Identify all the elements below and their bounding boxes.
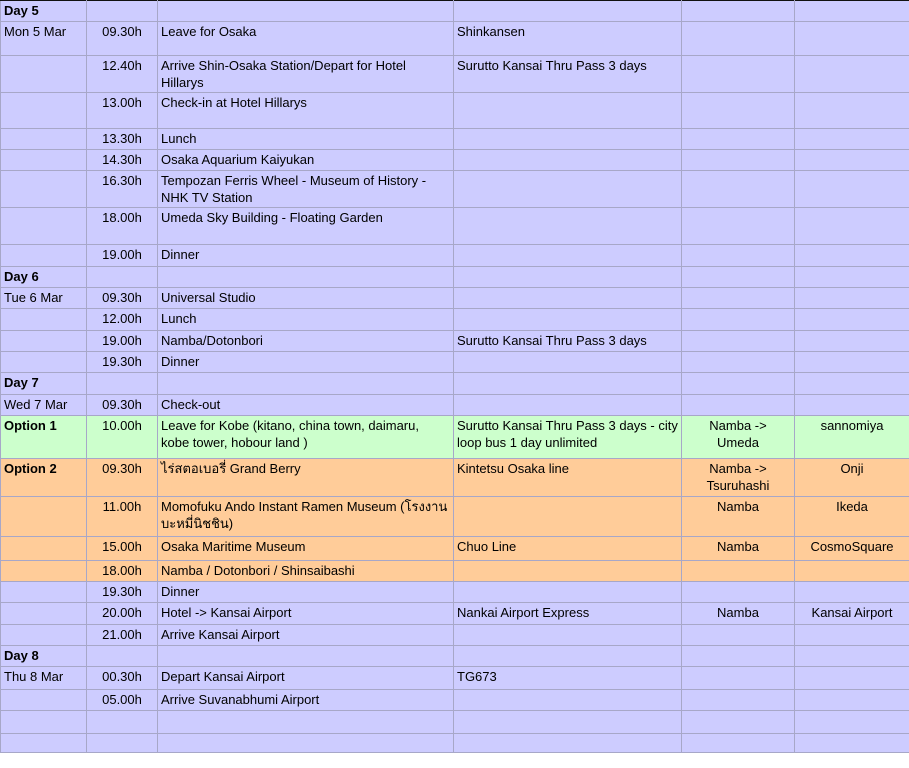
destination-cell — [795, 245, 909, 267]
time-cell: 19.30h — [87, 582, 158, 603]
table-row — [1, 416, 909, 459]
activity-cell: Depart Kansai Airport — [158, 667, 454, 690]
route-cell: Namba — [682, 537, 795, 561]
day-cell — [1, 56, 87, 93]
activity-cell — [158, 1, 454, 22]
activity-cell — [158, 267, 454, 288]
route-cell — [682, 129, 795, 150]
transport-cell: Chuo Line — [454, 537, 682, 561]
table-row — [1, 56, 909, 93]
route-cell: Namba — [682, 497, 795, 537]
table-row — [1, 395, 909, 416]
destination-cell — [795, 1, 909, 22]
transport-cell — [454, 497, 682, 537]
destination-cell — [795, 667, 909, 690]
transport-cell: Surutto Kansai Thru Pass 3 days — [454, 56, 682, 93]
time-cell: 12.00h — [87, 309, 158, 331]
destination-cell — [795, 267, 909, 288]
activity-cell: Universal Studio — [158, 288, 454, 309]
table-row — [1, 711, 909, 734]
activity-cell: Osaka Aquarium Kaiyukan — [158, 150, 454, 171]
transport-cell — [454, 93, 682, 129]
day-cell: Option 2 — [1, 459, 87, 497]
activity-cell: Check-in at Hotel Hillarys — [158, 93, 454, 129]
day-cell — [1, 150, 87, 171]
day-cell: Mon 5 Mar — [1, 22, 87, 56]
route-cell — [682, 373, 795, 395]
time-cell — [87, 646, 158, 667]
route-cell: Namba — [682, 603, 795, 625]
destination-cell — [795, 734, 909, 753]
destination-cell — [795, 395, 909, 416]
table-row — [1, 171, 909, 208]
time-cell: 10.00h — [87, 416, 158, 459]
day-cell — [1, 352, 87, 373]
day-cell — [1, 93, 87, 129]
time-cell — [87, 734, 158, 753]
destination-cell: Ikeda — [795, 497, 909, 537]
activity-cell: Lunch — [158, 309, 454, 331]
day-cell — [1, 690, 87, 711]
table-row — [1, 267, 909, 288]
transport-cell — [454, 395, 682, 416]
transport-cell: Surutto Kansai Thru Pass 3 days - city loop bus 1 day unlimited — [454, 416, 682, 459]
route-cell — [682, 171, 795, 208]
destination-cell: Onji — [795, 459, 909, 497]
activity-cell: Umeda Sky Building - Floating Garden — [158, 208, 454, 245]
destination-cell — [795, 208, 909, 245]
table-row — [1, 667, 909, 690]
table-row — [1, 288, 909, 309]
destination-cell — [795, 309, 909, 331]
time-cell: 18.00h — [87, 208, 158, 245]
activity-cell: Hotel -> Kansai Airport — [158, 603, 454, 625]
destination-cell — [795, 171, 909, 208]
time-cell: 13.00h — [87, 93, 158, 129]
activity-cell — [158, 646, 454, 667]
time-cell: 19.00h — [87, 245, 158, 267]
route-cell — [682, 331, 795, 352]
time-cell: 09.30h — [87, 459, 158, 497]
time-cell: 15.00h — [87, 537, 158, 561]
transport-cell — [454, 208, 682, 245]
destination-cell — [795, 129, 909, 150]
route-cell — [682, 625, 795, 646]
transport-cell: Kintetsu Osaka line — [454, 459, 682, 497]
route-cell — [682, 93, 795, 129]
day-cell — [1, 603, 87, 625]
transport-cell: Nankai Airport Express — [454, 603, 682, 625]
route-cell — [682, 646, 795, 667]
table-row — [1, 352, 909, 373]
destination-cell — [795, 331, 909, 352]
table-row — [1, 537, 909, 561]
activity-cell: Leave for Osaka — [158, 22, 454, 56]
time-cell: 05.00h — [87, 690, 158, 711]
route-cell — [682, 582, 795, 603]
day-cell — [1, 582, 87, 603]
destination-cell — [795, 373, 909, 395]
route-cell — [682, 309, 795, 331]
day-cell — [1, 537, 87, 561]
destination-cell — [795, 582, 909, 603]
activity-cell: Tempozan Ferris Wheel - Museum of History - NHK TV Station — [158, 171, 454, 208]
itinerary-body — [1, 1, 909, 753]
destination-cell — [795, 93, 909, 129]
table-row — [1, 497, 909, 537]
time-cell: 00.30h — [87, 667, 158, 690]
transport-cell — [454, 625, 682, 646]
transport-cell — [454, 267, 682, 288]
destination-cell: sannomiya — [795, 416, 909, 459]
transport-cell: Surutto Kansai Thru Pass 3 days — [454, 331, 682, 352]
destination-cell — [795, 56, 909, 93]
time-cell — [87, 373, 158, 395]
day-cell: Day 6 — [1, 267, 87, 288]
transport-cell — [454, 690, 682, 711]
route-cell: Namba -> Tsuruhashi — [682, 459, 795, 497]
day-cell — [1, 497, 87, 537]
time-cell: 09.30h — [87, 22, 158, 56]
transport-cell: Shinkansen — [454, 22, 682, 56]
activity-cell: Namba/Dotonbori — [158, 331, 454, 352]
route-cell — [682, 56, 795, 93]
destination-cell — [795, 561, 909, 582]
transport-cell — [454, 288, 682, 309]
transport-cell — [454, 352, 682, 373]
time-cell: 11.00h — [87, 497, 158, 537]
activity-cell: Arrive Kansai Airport — [158, 625, 454, 646]
day-cell — [1, 129, 87, 150]
day-cell: Day 7 — [1, 373, 87, 395]
table-row — [1, 309, 909, 331]
time-cell — [87, 711, 158, 734]
destination-cell — [795, 711, 909, 734]
day-cell: Day 8 — [1, 646, 87, 667]
route-cell — [682, 667, 795, 690]
route-cell — [682, 395, 795, 416]
route-cell — [682, 208, 795, 245]
route-cell — [682, 1, 795, 22]
activity-cell: Osaka Maritime Museum — [158, 537, 454, 561]
time-cell — [87, 1, 158, 22]
time-cell: 09.30h — [87, 288, 158, 309]
activity-cell: Namba / Dotonbori / Shinsaibashi — [158, 561, 454, 582]
day-cell — [1, 561, 87, 582]
activity-cell: Momofuku Ando Instant Ramen Museum (โรงงานบะหมี่นิชชิน) — [158, 497, 454, 537]
activity-cell: Dinner — [158, 582, 454, 603]
table-row — [1, 603, 909, 625]
time-cell — [87, 267, 158, 288]
time-cell: 19.30h — [87, 352, 158, 373]
route-cell — [682, 352, 795, 373]
day-cell — [1, 734, 87, 753]
time-cell: 16.30h — [87, 171, 158, 208]
transport-cell — [454, 150, 682, 171]
table-row — [1, 459, 909, 497]
route-cell — [682, 245, 795, 267]
transport-cell — [454, 734, 682, 753]
day-cell — [1, 309, 87, 331]
destination-cell — [795, 646, 909, 667]
route-cell — [682, 711, 795, 734]
day-cell: Option 1 — [1, 416, 87, 459]
day-cell — [1, 331, 87, 352]
activity-cell: Dinner — [158, 352, 454, 373]
activity-cell: Dinner — [158, 245, 454, 267]
transport-cell — [454, 561, 682, 582]
table-row — [1, 582, 909, 603]
time-cell: 12.40h — [87, 56, 158, 93]
table-row — [1, 1, 909, 22]
activity-cell: Lunch — [158, 129, 454, 150]
day-cell: Day 5 — [1, 1, 87, 22]
day-cell: Wed 7 Mar — [1, 395, 87, 416]
destination-cell: Kansai Airport — [795, 603, 909, 625]
time-cell: 18.00h — [87, 561, 158, 582]
table-row — [1, 208, 909, 245]
table-row — [1, 646, 909, 667]
route-cell — [682, 690, 795, 711]
table-row — [1, 373, 909, 395]
transport-cell: TG673 — [454, 667, 682, 690]
route-cell — [682, 561, 795, 582]
route-cell — [682, 288, 795, 309]
table-row — [1, 93, 909, 129]
table-row — [1, 150, 909, 171]
transport-cell — [454, 171, 682, 208]
day-cell — [1, 245, 87, 267]
activity-cell — [158, 373, 454, 395]
day-cell: Thu 8 Mar — [1, 667, 87, 690]
transport-cell — [454, 1, 682, 22]
day-cell — [1, 208, 87, 245]
time-cell: 14.30h — [87, 150, 158, 171]
table-row — [1, 625, 909, 646]
time-cell: 09.30h — [87, 395, 158, 416]
destination-cell — [795, 22, 909, 56]
transport-cell — [454, 582, 682, 603]
time-cell: 21.00h — [87, 625, 158, 646]
activity-cell — [158, 711, 454, 734]
transport-cell — [454, 309, 682, 331]
day-cell — [1, 171, 87, 208]
day-cell — [1, 625, 87, 646]
table-row — [1, 690, 909, 711]
table-row — [1, 561, 909, 582]
activity-cell: Leave for Kobe (kitano, china town, daimaru, kobe tower, hobour land ) — [158, 416, 454, 459]
activity-cell: Arrive Suvanabhumi Airport — [158, 690, 454, 711]
table-row — [1, 331, 909, 352]
route-cell — [682, 734, 795, 753]
activity-cell: Arrive Shin-Osaka Station/Depart for Hotel Hillarys — [158, 56, 454, 93]
table-row — [1, 129, 909, 150]
destination-cell — [795, 288, 909, 309]
time-cell: 20.00h — [87, 603, 158, 625]
day-cell — [1, 711, 87, 734]
destination-cell — [795, 625, 909, 646]
destination-cell — [795, 690, 909, 711]
route-cell — [682, 267, 795, 288]
activity-cell — [158, 734, 454, 753]
time-cell: 13.30h — [87, 129, 158, 150]
transport-cell — [454, 129, 682, 150]
transport-cell — [454, 373, 682, 395]
activity-cell: ไร่สตอเบอรี่ Grand Berry — [158, 459, 454, 497]
day-cell: Tue 6 Mar — [1, 288, 87, 309]
transport-cell — [454, 245, 682, 267]
time-cell: 19.00h — [87, 331, 158, 352]
route-cell: Namba -> Umeda — [682, 416, 795, 459]
destination-cell — [795, 352, 909, 373]
activity-cell: Check-out — [158, 395, 454, 416]
destination-cell: CosmoSquare — [795, 537, 909, 561]
route-cell — [682, 22, 795, 56]
route-cell — [682, 150, 795, 171]
table-row — [1, 734, 909, 753]
table-row — [1, 245, 909, 267]
destination-cell — [795, 150, 909, 171]
transport-cell — [454, 646, 682, 667]
transport-cell — [454, 711, 682, 734]
table-row — [1, 22, 909, 56]
